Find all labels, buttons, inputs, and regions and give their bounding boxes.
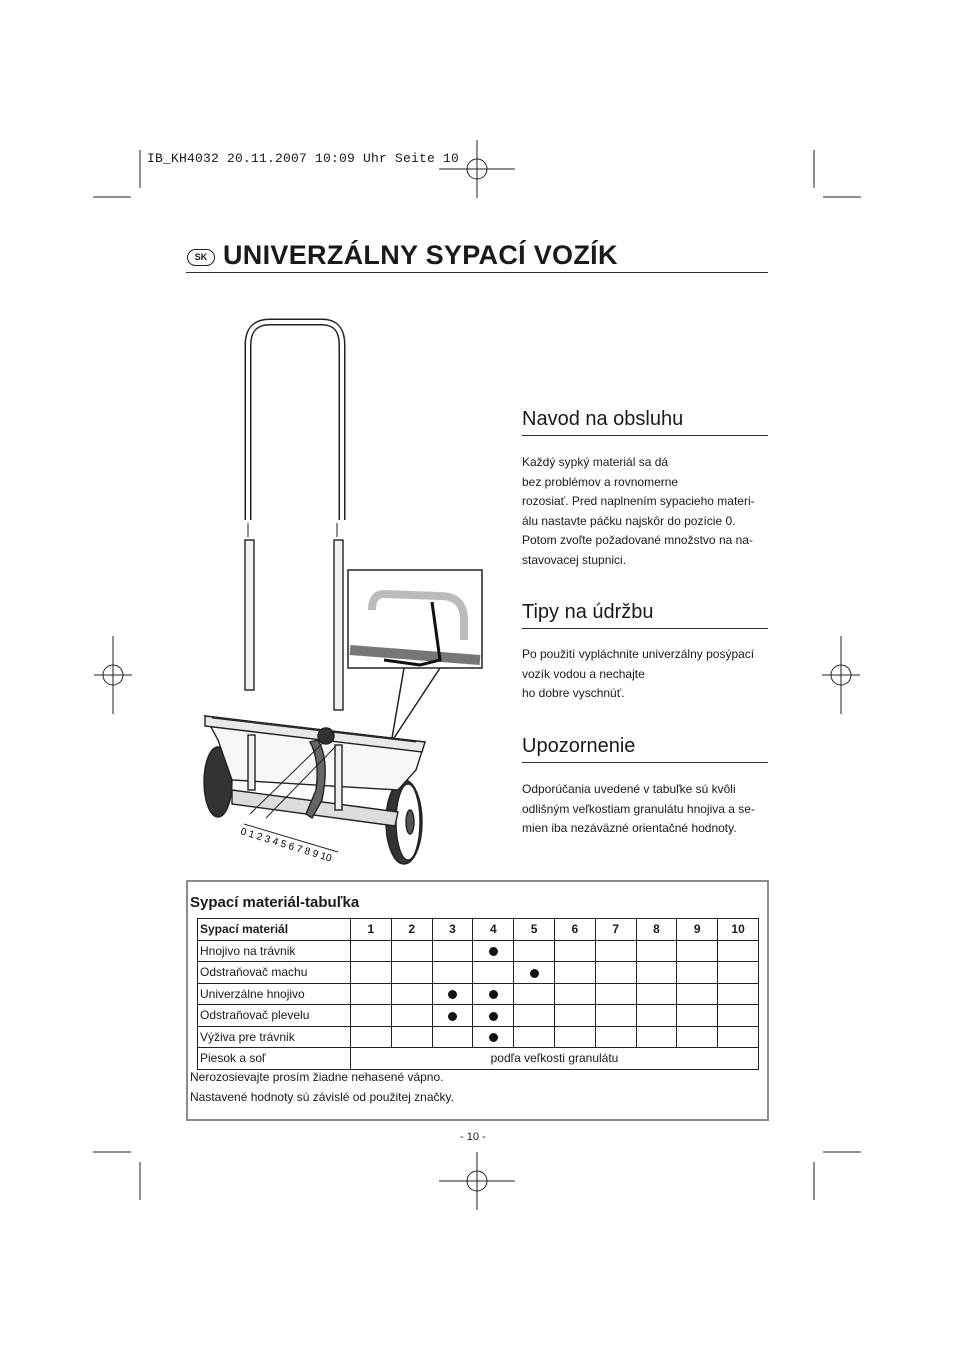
table-row (198, 962, 759, 984)
print-header: IB_KH4032 20.11.2007 10:09 Uhr Seite 10 (147, 151, 460, 166)
header-cell: 7 (595, 919, 636, 941)
table-note: Nerozosievajte prosím žiadne nehasené vápno. (190, 1070, 444, 1084)
header-cell: 2 (391, 919, 432, 941)
scale-label: 0 1 2 3 4 5 6 7 8 9 10 (239, 826, 333, 865)
recommended-setting-dot (448, 1012, 457, 1021)
header-cell: 10 (718, 919, 759, 941)
material-name: Univerzálne hnojivo (198, 983, 351, 1005)
warning-heading: Upozornenie (522, 735, 636, 757)
table-header-row (198, 919, 759, 941)
maintenance-line: ho dobre vyschnúť. (522, 686, 625, 700)
material-name: Piesok a soľ (198, 1048, 351, 1070)
usage-line: Každý sypký materiál sa dá (522, 455, 669, 469)
usage-line: bez problémov a rovnomerne (522, 474, 679, 489)
recommended-setting-dot (489, 990, 498, 999)
page-title: UNIVERZÁLNY SYPACÍ VOZÍK (223, 240, 618, 270)
header-cell: 4 (473, 919, 514, 941)
usage-line: stavovacej stupnici. (522, 552, 627, 567)
warning-line: mien iba nezáväzné orientačné hodnoty. (522, 821, 737, 835)
warning-line: Odporúčania uvedené v tabuľke sú kvôli (522, 782, 736, 796)
warning-divider (522, 762, 768, 763)
maintenance-heading: Tipy na údržbu (522, 601, 654, 623)
header-cell: 3 (432, 919, 473, 941)
material-name: Hnojivo na trávnik (198, 940, 351, 962)
usage-line: rozosiať. Pred naplnením sypacieho materi- (522, 494, 755, 508)
header-cell: 8 (636, 919, 677, 941)
language-badge: SK (187, 249, 215, 266)
header-cell: 5 (514, 919, 555, 941)
header-cell: 6 (554, 919, 595, 941)
warning-text (522, 780, 772, 839)
recommended-setting-dot (489, 1012, 498, 1021)
material-name: Odstraňovač machu (198, 962, 351, 984)
maintenance-line: vozík vodou a nechajte (522, 666, 645, 681)
table-row (198, 1005, 759, 1027)
table-row (198, 1048, 759, 1070)
maintenance-text (522, 645, 772, 704)
recommended-setting-dot (489, 947, 498, 956)
usage-text (522, 453, 772, 570)
table-row (198, 1026, 759, 1048)
table-row (198, 940, 759, 962)
warning-line: odlišným veľkostiam granulátu hnojiva a se- (522, 801, 755, 816)
recommended-setting-dot (489, 1033, 498, 1042)
material-table-title: Sypací materiál-tabuľka (190, 894, 360, 911)
material-table (197, 918, 759, 1070)
granule-size-note: podľa veľkosti granulátu (351, 1048, 759, 1070)
maintenance-divider (522, 628, 768, 629)
material-name: Výživa pre trávnik (198, 1026, 351, 1048)
usage-divider (522, 435, 768, 436)
table-note: Nastavené hodnoty sú závislé od použitej značky. (190, 1090, 454, 1104)
material-name: Odstraňovač plevelu (198, 1005, 351, 1027)
header-cell: Sypací materiál (198, 919, 351, 941)
recommended-setting-dot (530, 969, 539, 978)
usage-heading: Navod na obsluhu (522, 408, 684, 430)
usage-line: álu nastavte páčku najskôr do pozície 0. (522, 513, 736, 528)
maintenance-line: Po použití vypláchnite univerzálny posýpací (522, 647, 755, 661)
recommended-setting-dot (448, 990, 457, 999)
page-number: - 10 - (460, 1131, 486, 1143)
header-cell: 9 (677, 919, 718, 941)
usage-line: Potom zvoľte požadované množstvo na na- (522, 533, 753, 547)
table-row (198, 983, 759, 1005)
header-cell: 1 (351, 919, 392, 941)
